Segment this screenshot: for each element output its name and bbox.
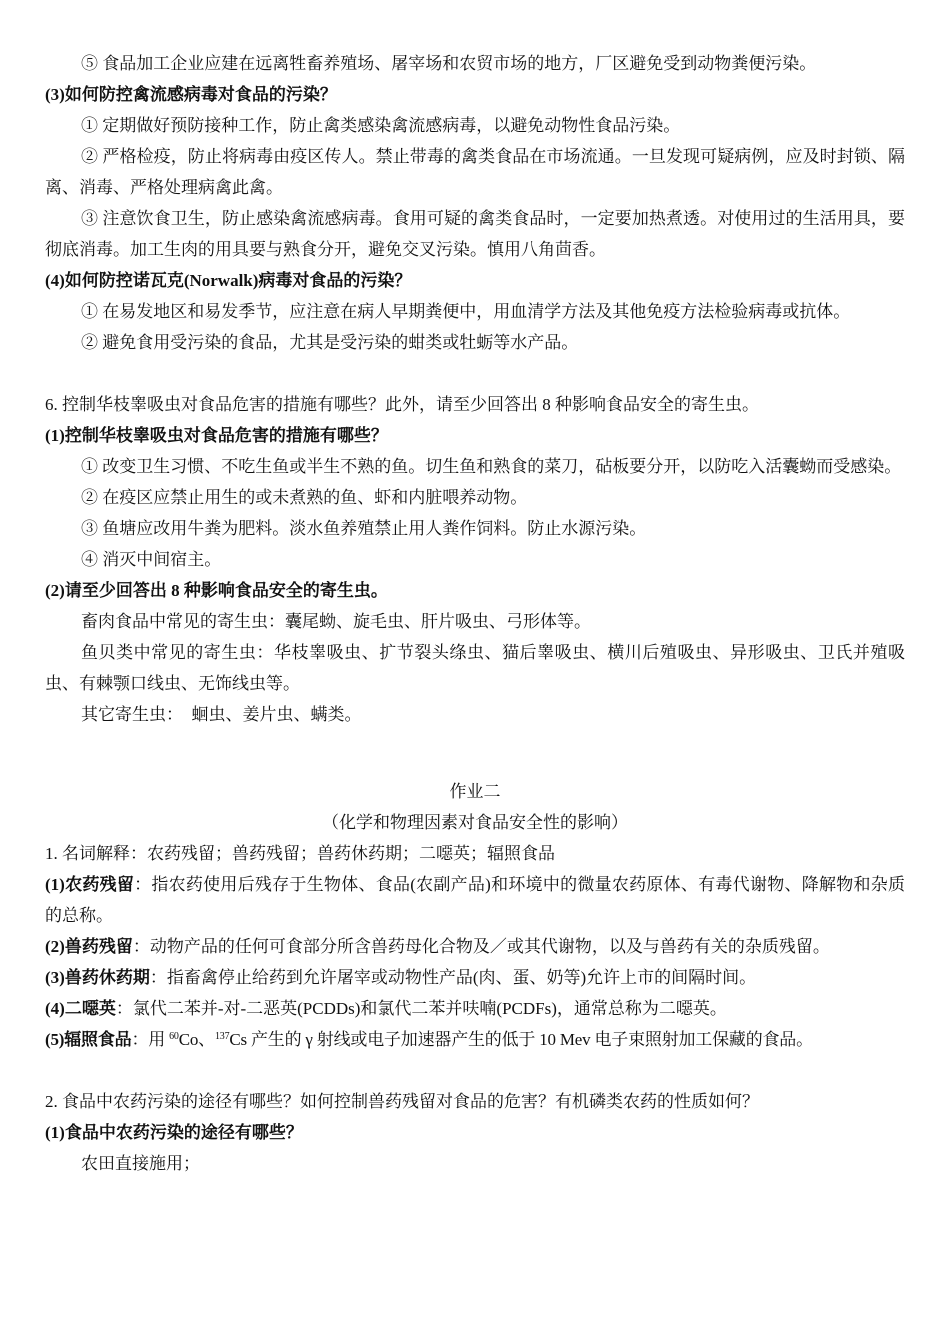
s4-heading: (4)如何防控诺瓦克(Norwalk)病毒对食品的污染？ xyxy=(45,271,412,290)
definition-term: (2)兽药残留 xyxy=(45,937,133,956)
definition-text: 指农药使用后残存于生物体、食品(农副产品)和环境中的微量农药原体、有毒代谢物、降解物和杂质的总称。 xyxy=(45,875,905,925)
s3-item-2: ② 严格检疫，防止将病毒由疫区传人。禁止带毒的禽类食品在市场流通。一旦发现可疑病例，应及时封锁、隔离、消毒、严格处理病禽此禽。 xyxy=(45,147,905,197)
homework-2-title: 作业二 xyxy=(449,782,501,801)
s4-item-1: ① 在易发地区和易发季节，应注意在病人早期粪便中，用血清学方法及其他免疫方法检验病毒或抗体。 xyxy=(81,302,851,321)
definition-1: (1)农药残留：指农药使用后残存于生物体、食品(农副产品)和环境中的微量农药原体、有毒代谢物、降解物和杂质的总称。 xyxy=(45,875,905,925)
s3-heading: (3)如何防控禽流感病毒对食品的污染？ xyxy=(45,85,337,104)
q6-1-item-3: ③ 鱼塘应改用牛粪为肥料。淡水鱼养殖禁止用人粪作饲料。防止水源污染。 xyxy=(81,519,647,538)
q6-1-item-4: ④ 消灭中间宿主。 xyxy=(81,550,222,569)
question-6: 6. 控制华枝睾吸虫对食品危害的措施有哪些？此外，请至少回答出 8 种影响食品安全的寄生虫。 xyxy=(45,395,759,414)
s3-item-1: ① 定期做好预防接种工作，防止禽类感染禽流感病毒，以避免动物性食品污染。 xyxy=(81,116,681,135)
q6-1-heading: (1)控制华枝睾吸虫对食品危害的措施有哪些？ xyxy=(45,426,388,445)
definition-3: (3)兽药休药期：指畜禽停止给药到允许屠宰或动物性产品(肉、蛋、奶等)允许上市的间隔时间。 xyxy=(45,968,757,987)
definition-5: (5)辐照食品：用 $^{60}$Co、$^{137}$Cs 产生的 γ 射线或电子加速器产生的低于 10 Mev 电子束照射加工保藏的食品。 xyxy=(45,1030,813,1049)
definition-2: (2)兽药残留：动物产品的任何可食部分所含兽药母化合物及／或其代谢物，以及与兽药有关的杂质残留。 xyxy=(45,937,830,956)
definition-text: 指畜禽停止给药到允许屠宰或动物性产品(肉、蛋、奶等)允许上市的间隔时间。 xyxy=(166,968,757,987)
definition-term: (4)二噁英 xyxy=(45,999,116,1018)
q6-1-item-1: ① 改变卫生习惯、不吃生鱼或半生不熟的鱼。切生鱼和熟食的菜刀，砧板要分开，以防吃入活囊蚴而受感染。 xyxy=(81,457,902,476)
s4-item-2: ② 避免食用受污染的食品，尤其是受污染的蚶类或牡蛎等水产品。 xyxy=(81,333,579,352)
definition-term: (3)兽药休药期 xyxy=(45,968,150,987)
definition-term: (1)农药残留 xyxy=(45,875,135,894)
definition-term: (5)辐照食品 xyxy=(45,1030,132,1049)
s3-item-3: ③ 注意饮食卫生，防止感染禽流感病毒。食用可疑的禽类食品时，一定要加热煮透。对使用过的生活用具，要彻底消毒。加工生肉的用具要与熟食分开，避免交叉污染。慎用八角茴香。 xyxy=(45,209,905,259)
definition-text: 氯代二苯并-对-二恶英(PCDDs)和氯代二苯并呋喃(PCDFs)，通常总称为二噁英。 xyxy=(132,999,727,1018)
question-2: 2. 食品中农药污染的途径有哪些？如何控制兽药残留对食品的危害？有机磷类农药的性质如何？ xyxy=(45,1092,759,1111)
s5-item5: ⑤ 食品加工企业应建在远离牲畜养殖场、屠宰场和农贸市场的地方，厂区避免受到动物粪便污染。 xyxy=(81,54,817,73)
q2-1-item: 农田直接施用； xyxy=(81,1154,200,1173)
question-1: 1. 名词解释：农药残留；兽药残留；兽药休药期；二噁英；辐照食品 xyxy=(45,844,555,863)
q6-2-item-3: 其它寄生虫： 蛔虫、姜片虫、螨类。 xyxy=(81,705,362,724)
homework-2-subtitle: （化学和物理因素对食品安全性的影响） xyxy=(322,813,628,832)
q6-2-heading: (2)请至少回答出 8 种影响食品安全的寄生虫。 xyxy=(45,581,388,600)
q2-1-heading: (1)食品中农药污染的途径有哪些？ xyxy=(45,1123,303,1142)
q6-2-item-2: 鱼贝类中常见的寄生虫：华枝睾吸虫、扩节裂头绦虫、猫后睾吸虫、横川后殖吸虫、异形吸虫、卫氏并殖吸虫、有棘颚口线虫、无饰线虫等。 xyxy=(45,643,905,693)
spacer xyxy=(45,358,905,389)
definition-text: 动物产品的任何可食部分所含兽药母化合物及／或其代谢物，以及与兽药有关的杂质残留。 xyxy=(149,937,830,956)
q6-2-item-1: 畜肉食品中常见的寄生虫：囊尾蚴、旋毛虫、肝片吸虫、弓形体等。 xyxy=(81,612,591,631)
q6-1-item-2: ② 在疫区应禁止用生的或未煮熟的鱼、虾和内脏喂养动物。 xyxy=(81,488,528,507)
definition-4: (4)二噁英：氯代二苯并-对-二恶英(PCDDs)和氯代二苯并呋喃(PCDFs)，通常总称为二噁英。 xyxy=(45,999,727,1018)
spacer xyxy=(45,1055,905,1086)
spacer xyxy=(45,730,905,776)
